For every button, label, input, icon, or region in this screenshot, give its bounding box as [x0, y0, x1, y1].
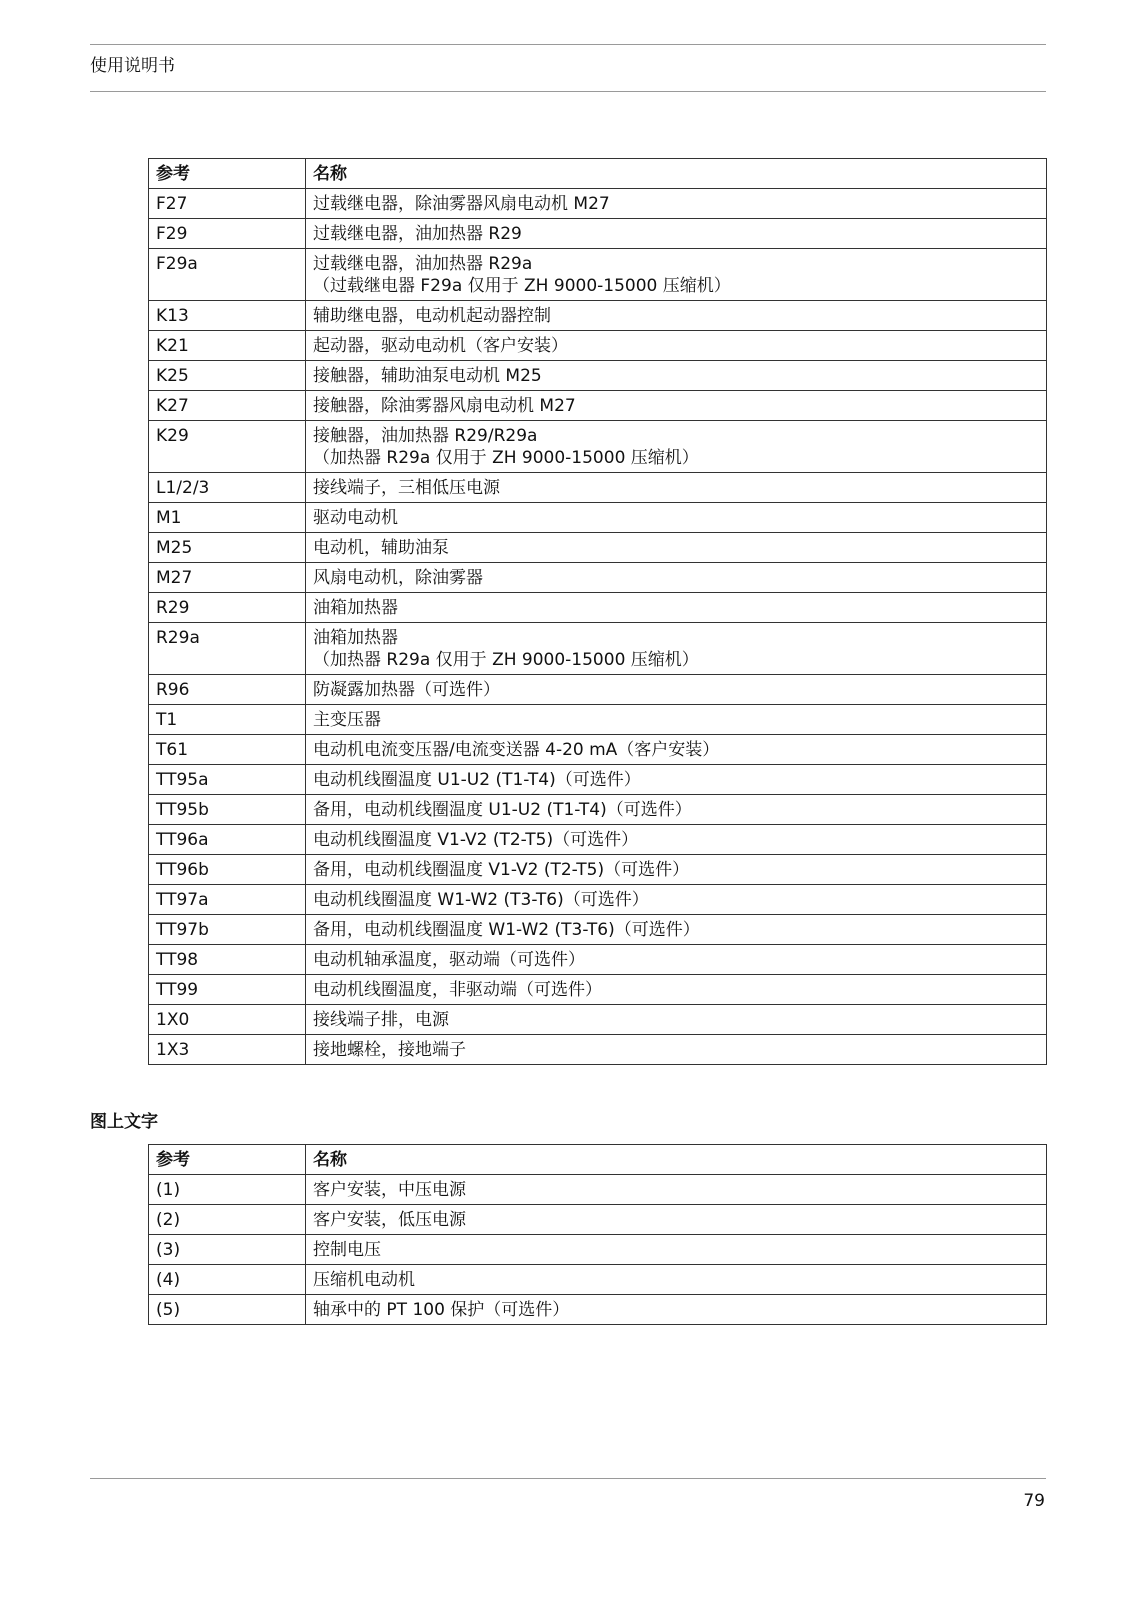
cell-name — [306, 1205, 1047, 1235]
cell-ref: M1 — [149, 503, 306, 533]
cell-name — [306, 623, 1047, 675]
table-row — [149, 249, 1047, 301]
cell-ref: T1 — [149, 705, 306, 735]
column-header-ref: 参考 — [149, 1145, 306, 1175]
cell-ref: (5) — [149, 1295, 306, 1325]
cell-ref: R29a — [149, 623, 306, 675]
table-row — [149, 533, 1047, 563]
table-row — [149, 421, 1047, 473]
cell-name-line: 电动机线圈温度，非驱动端（可选件） — [313, 980, 602, 1000]
reference-table — [148, 158, 1047, 1065]
cell-name-line: 电动机线圈温度 V1-V2 (T2-T5)（可选件） — [313, 830, 639, 850]
cell-ref: TT96a — [149, 825, 306, 855]
cell-name-line: 客户安装，低压电源 — [313, 1210, 466, 1230]
cell-name — [306, 421, 1047, 473]
table-row — [149, 1265, 1047, 1295]
cell-name — [306, 331, 1047, 361]
column-header-ref: 参考 — [149, 159, 306, 189]
cell-name-line: 电动机，辅助油泵 — [313, 538, 449, 558]
cell-name-line: 备用，电动机线圈温度 V1-V2 (T2-T5)（可选件） — [313, 860, 690, 880]
cell-name-line: 接线端子，三相低压电源 — [313, 478, 500, 498]
cell-ref: 1X0 — [149, 1005, 306, 1035]
cell-ref: (1) — [149, 1175, 306, 1205]
cell-name — [306, 855, 1047, 885]
cell-name — [306, 675, 1047, 705]
table-row — [149, 1295, 1047, 1325]
reference-table-body — [149, 189, 1047, 1065]
cell-name-line: 控制电压 — [313, 1240, 381, 1260]
cell-ref: K25 — [149, 361, 306, 391]
cell-name-line: 接触器，除油雾器风扇电动机 M27 — [313, 396, 576, 416]
cell-name — [306, 593, 1047, 623]
cell-ref: R96 — [149, 675, 306, 705]
cell-ref: R29 — [149, 593, 306, 623]
cell-name-line: 起动器，驱动电动机（客户安装） — [313, 336, 568, 356]
cell-ref: F27 — [149, 189, 306, 219]
cell-name — [306, 825, 1047, 855]
cell-ref: (3) — [149, 1235, 306, 1265]
cell-name-line: 接地螺栓，接地端子 — [313, 1040, 466, 1060]
table-row — [149, 361, 1047, 391]
footer-rule — [90, 1478, 1046, 1479]
document-title: 使用说明书 — [90, 56, 175, 76]
cell-name — [306, 1265, 1047, 1295]
cell-name-line: 风扇电动机，除油雾器 — [313, 568, 483, 588]
figure-text-table-body — [149, 1175, 1047, 1325]
cell-ref: TT99 — [149, 975, 306, 1005]
table-row — [149, 975, 1047, 1005]
table-row — [149, 915, 1047, 945]
cell-name-line: 客户安装，中压电源 — [313, 1180, 466, 1200]
cell-name-line: 过载继电器，油加热器 R29a — [313, 254, 533, 274]
cell-name — [306, 735, 1047, 765]
cell-name — [306, 885, 1047, 915]
cell-ref: TT98 — [149, 945, 306, 975]
table-row — [149, 735, 1047, 765]
cell-name — [306, 361, 1047, 391]
cell-ref: K13 — [149, 301, 306, 331]
cell-ref: TT95b — [149, 795, 306, 825]
table-row — [149, 391, 1047, 421]
section-title: 图上文字 — [90, 1112, 158, 1132]
cell-name-line: 主变压器 — [313, 710, 381, 730]
cell-name-line: 电动机电流变压器/电流变送器 4-20 mA（客户安装） — [313, 740, 720, 760]
cell-ref: (4) — [149, 1265, 306, 1295]
table-row — [149, 473, 1047, 503]
table-row — [149, 1205, 1047, 1235]
cell-ref: M27 — [149, 563, 306, 593]
cell-ref: F29 — [149, 219, 306, 249]
cell-name-line: 接线端子排，电源 — [313, 1010, 449, 1030]
table-row — [149, 593, 1047, 623]
cell-name-line: 接触器，辅助油泵电动机 M25 — [313, 366, 542, 386]
table-row — [149, 705, 1047, 735]
table-row — [149, 1175, 1047, 1205]
cell-name — [306, 945, 1047, 975]
cell-name — [306, 473, 1047, 503]
cell-ref: K29 — [149, 421, 306, 473]
table-row — [149, 503, 1047, 533]
table-row — [149, 855, 1047, 885]
cell-ref: K27 — [149, 391, 306, 421]
table-row — [149, 765, 1047, 795]
cell-name — [306, 1295, 1047, 1325]
cell-name — [306, 765, 1047, 795]
cell-name-line: （加热器 R29a 仅用于 ZH 9000-15000 压缩机） — [313, 448, 699, 468]
cell-name — [306, 1175, 1047, 1205]
cell-name — [306, 533, 1047, 563]
table-row — [149, 189, 1047, 219]
table-row — [149, 623, 1047, 675]
cell-name-line: 压缩机电动机 — [313, 1270, 415, 1290]
table-row — [149, 331, 1047, 361]
cell-name — [306, 795, 1047, 825]
cell-ref: (2) — [149, 1205, 306, 1235]
cell-ref: 1X3 — [149, 1035, 306, 1065]
cell-name — [306, 301, 1047, 331]
figure-text-table — [148, 1144, 1047, 1325]
cell-name-line: 防凝露加热器（可选件） — [313, 680, 500, 700]
cell-name-line: 备用，电动机线圈温度 U1-U2 (T1-T4)（可选件） — [313, 800, 692, 820]
cell-name — [306, 219, 1047, 249]
cell-name-line: 接触器，油加热器 R29/R29a — [313, 426, 538, 446]
cell-ref: M25 — [149, 533, 306, 563]
table-row — [149, 675, 1047, 705]
page-number: 79 — [1023, 1491, 1045, 1511]
cell-name — [306, 705, 1047, 735]
cell-name-line: 油箱加热器 — [313, 628, 398, 648]
table-row — [149, 1005, 1047, 1035]
cell-name — [306, 975, 1047, 1005]
cell-name-line: 轴承中的 PT 100 保护（可选件） — [313, 1300, 570, 1320]
cell-name — [306, 915, 1047, 945]
cell-ref: F29a — [149, 249, 306, 301]
table-row — [149, 219, 1047, 249]
cell-ref: T61 — [149, 735, 306, 765]
cell-name — [306, 189, 1047, 219]
cell-name-line: （过载继电器 F29a 仅用于 ZH 9000-15000 压缩机） — [313, 276, 731, 296]
table-row — [149, 795, 1047, 825]
cell-name-line: 电动机线圈温度 W1-W2 (T3-T6)（可选件） — [313, 890, 649, 910]
column-header-name: 名称 — [306, 159, 1047, 189]
cell-ref: TT97b — [149, 915, 306, 945]
cell-ref: TT95a — [149, 765, 306, 795]
table-row — [149, 945, 1047, 975]
cell-name-line: （加热器 R29a 仅用于 ZH 9000-15000 压缩机） — [313, 650, 699, 670]
table-row — [149, 885, 1047, 915]
column-header-name: 名称 — [306, 1145, 1047, 1175]
cell-name-line: 电动机线圈温度 U1-U2 (T1-T4)（可选件） — [313, 770, 641, 790]
cell-name-line: 辅助继电器，电动机起动器控制 — [313, 306, 551, 326]
header-top-rule — [90, 44, 1046, 45]
cell-ref: K21 — [149, 331, 306, 361]
cell-name — [306, 563, 1047, 593]
cell-ref: TT97a — [149, 885, 306, 915]
table-header-row — [149, 159, 1047, 189]
table-row — [149, 825, 1047, 855]
table-row — [149, 563, 1047, 593]
cell-name-line: 备用，电动机线圈温度 W1-W2 (T3-T6)（可选件） — [313, 920, 700, 940]
cell-name-line: 驱动电动机 — [313, 508, 398, 528]
cell-name-line: 过载继电器，除油雾器风扇电动机 M27 — [313, 194, 610, 214]
cell-name-line: 电动机轴承温度，驱动端（可选件） — [313, 950, 585, 970]
cell-ref: TT96b — [149, 855, 306, 885]
cell-name — [306, 1235, 1047, 1265]
cell-name — [306, 391, 1047, 421]
cell-name — [306, 249, 1047, 301]
cell-name — [306, 1005, 1047, 1035]
table-row — [149, 1235, 1047, 1265]
table-row — [149, 1035, 1047, 1065]
cell-name-line: 油箱加热器 — [313, 598, 398, 618]
table-row — [149, 301, 1047, 331]
cell-name — [306, 1035, 1047, 1065]
header-rule — [90, 91, 1046, 92]
cell-name — [306, 503, 1047, 533]
cell-ref: L1/2/3 — [149, 473, 306, 503]
table-header-row — [149, 1145, 1047, 1175]
cell-name-line: 过载继电器，油加热器 R29 — [313, 224, 522, 244]
